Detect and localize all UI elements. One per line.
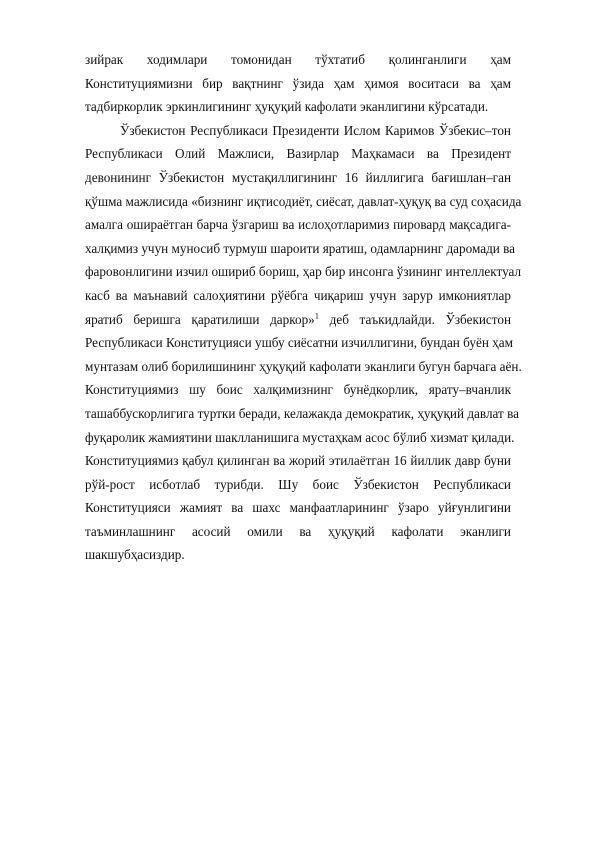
text-line: касб ва маънавий салоҳиятини рўёбга чиқариш учун зарур имкониятлар [85,287,511,303]
text-line: фуқаролик жамиятини шаклланишига мустаҳкам асос бўлиб хизмат қилади. [85,429,515,445]
text-line: таъминлашнинг асосий омили ва ҳуқуқий кафолати эканлиги [85,523,511,539]
text-line: Республикаси Олий Мажлиси, Вазирлар Маҳкамаси ва Президент [85,146,511,162]
footnote-marker: 1 [314,310,320,321]
text-line-with-footnote [85,308,511,332]
text-line: қўшма мажлисида «бизнинг иқтисодиёт, сиёсат, давлат-ҳуқуқ ва суд соҳасида [85,193,522,209]
quote-tail-text: деб таъкидлайди. Ўзбекистон [329,311,512,327]
text-line: Конституциямиз шу боис халқимизнинг бунёдкорлик, ярату–вчанлик [85,382,511,398]
text-line: Конституцияси жамият ва шахс манфаатларининг ўзаро уйғунлигини [85,500,511,516]
text-line: халқимиз учун муносиб турмуш шароити яратиш, одамларнинг даромади ва [85,240,516,256]
quote-end-text: яратиб беришга қаратилиши даркор» [85,311,315,327]
text-line: зийрак ходимлари томонидан тўхтатиб қолинганлиги ҳам [85,52,511,67]
text-line: Конституциямизни бир вақтнинг ўзида ҳам ҳимоя воситаси ва ҳам [85,75,511,91]
text-line: рўй-рост исботлаб турибди. Шу боис Ўзбекистон Республикаси [85,476,511,492]
text-line: амалга ошираётган барча ўзгариш ва ислоҳотларимиз пировард мақсадига- [85,217,511,233]
text-line: ташаббускорлигига туртки беради, келажакда демократик, ҳуқуқий давлат ва [85,405,519,421]
text-line: девонининг Ўзбекистон мустақиллигининг 16 йиллигига бағишлан–ган [85,169,511,185]
document-page [85,48,522,567]
text-line: тадбиркорлик эркинлигининг ҳуқуқий кафолати эканлигини кўрсатади. [85,99,489,115]
text-line: Республикаси Конституцияси ушбу сиёсатни изчиллигини, бундан буён ҳам [85,335,513,351]
text-line: фаровонлигини изчил ошириб бориш, ҳар бир инсонга ўзининг интеллектуал [85,264,522,280]
text-line: Конституциямиз қабул қилинган ва жорий этилаётган 16 йиллик давр буни [85,453,511,469]
text-line: мунтазам олиб борилишининг ҳуқуқий кафолати эканлиги бугун барчага аён. [85,358,522,374]
text-line: шакшубҳасиздир. [85,547,185,563]
text-line: Ўзбекистон Республикаси Президенти Ислом Каримов Ўзбекис–тон [120,122,511,138]
